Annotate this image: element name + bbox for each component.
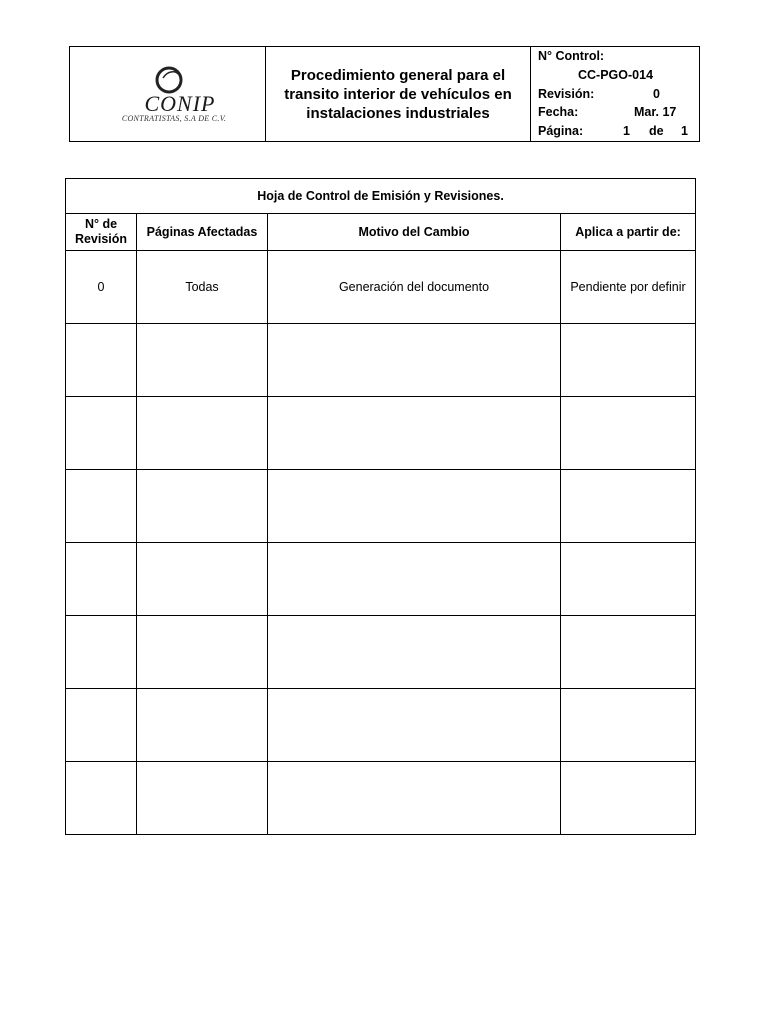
table-cell [561, 543, 696, 616]
date-row [531, 103, 699, 122]
column-header: Páginas Afectadas [137, 214, 268, 251]
table-row [66, 470, 696, 543]
table-cell [66, 762, 137, 835]
table-cell [561, 397, 696, 470]
table-row [66, 397, 696, 470]
table-cell [561, 324, 696, 397]
table-cell [137, 616, 268, 689]
table-cell [137, 470, 268, 543]
page-total: 1 [681, 124, 688, 139]
revision-label: Revisión: [538, 86, 595, 101]
control-value-row [531, 66, 699, 85]
table-cell [268, 689, 561, 762]
date-label: Fecha: [538, 105, 579, 120]
document-info-cell [531, 47, 699, 141]
column-header: Motivo del Cambio [268, 214, 561, 251]
logo-wordmark: CONIP [144, 91, 216, 116]
table-cell [268, 397, 561, 470]
table-cell [268, 616, 561, 689]
revision-table-title: Hoja de Control de Emisión y Revisiones. [66, 179, 696, 214]
table-cell [137, 397, 268, 470]
control-value: CC-PGO-014 [578, 67, 654, 82]
table-cell [66, 543, 137, 616]
table-cell: Pendiente por definir [561, 251, 696, 324]
date-value: Mar. 17 [634, 105, 677, 120]
logo-cell [70, 47, 266, 141]
table-cell [66, 689, 137, 762]
revision-control-table [65, 178, 696, 835]
table-cell [268, 324, 561, 397]
table-row [66, 543, 696, 616]
table-cell [66, 470, 137, 543]
revision-value: 0 [653, 86, 660, 101]
table-cell: Generación del documento [268, 251, 561, 324]
table-row [66, 251, 696, 324]
table-cell [66, 397, 137, 470]
table-row [66, 324, 696, 397]
document-title: Procedimiento general para el transito interior de vehículos en instalaciones industriales [284, 66, 512, 122]
table-cell: 0 [66, 251, 137, 324]
table-row [66, 689, 696, 762]
table-cell [66, 324, 137, 397]
table-cell [561, 470, 696, 543]
table-cell [66, 616, 137, 689]
table-cell [137, 689, 268, 762]
table-cell [137, 762, 268, 835]
table-cell [268, 543, 561, 616]
table-cell [561, 762, 696, 835]
page-label: Página: [538, 124, 584, 139]
document-header [69, 46, 700, 142]
column-header: N° de Revisión [66, 214, 137, 251]
revision-table-header-row [66, 214, 696, 251]
table-cell [137, 543, 268, 616]
table-cell: Todas [137, 251, 268, 324]
control-row [531, 47, 699, 66]
column-header: Aplica a partir de: [561, 214, 696, 251]
table-cell [137, 324, 268, 397]
table-cell [561, 689, 696, 762]
table-row [66, 616, 696, 689]
page-row [531, 122, 699, 141]
table-cell [268, 762, 561, 835]
revision-row [531, 85, 699, 104]
table-cell [561, 616, 696, 689]
page-of: de [649, 124, 664, 139]
page-current: 1 [623, 124, 630, 139]
table-row [66, 762, 696, 835]
control-label: N° Control: [538, 49, 605, 63]
table-cell [268, 470, 561, 543]
document-title-cell [266, 47, 531, 141]
logo-subtitle: CONTRATISTAS, S.A DE C.V. [121, 114, 227, 123]
